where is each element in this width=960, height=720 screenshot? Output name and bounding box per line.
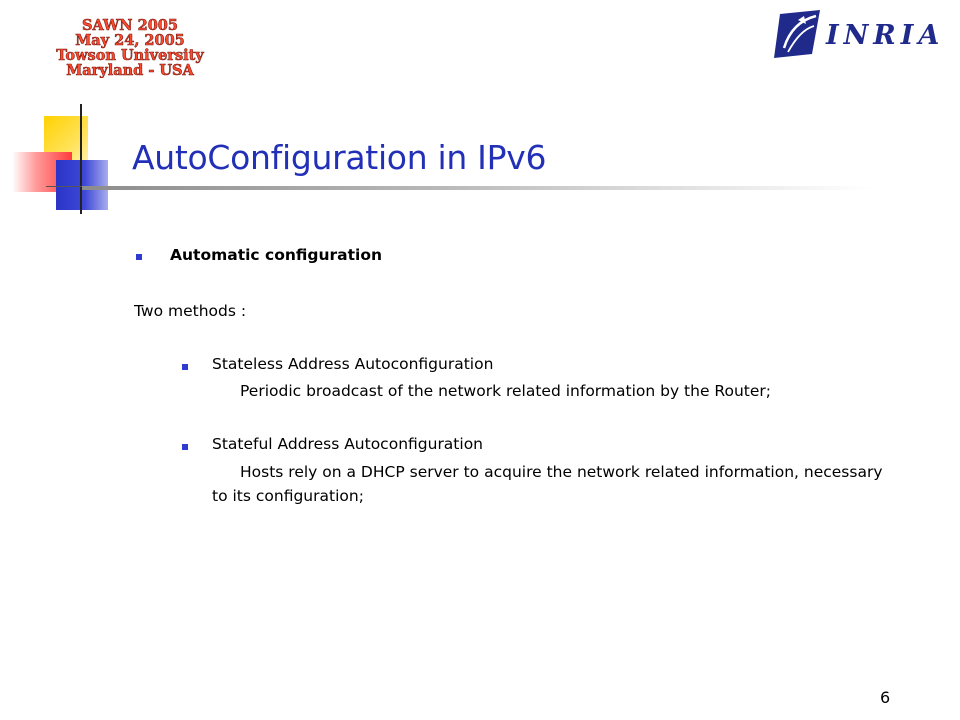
conference-logo-line-1: SAWN 2005 — [82, 17, 178, 34]
decoration-vertical-line — [80, 104, 82, 214]
section-heading: Automatic configuration — [170, 246, 383, 264]
inria-logo — [770, 4, 945, 62]
conference-logo-line-2: May 24, 2005 — [75, 32, 185, 49]
method-2-description-line-2: to its configuration; — [212, 487, 364, 505]
title-decoration — [0, 100, 140, 220]
method-2-name: Stateful Address Autoconfiguration — [212, 435, 484, 453]
bullet-icon — [182, 444, 188, 450]
inria-logo-text: INRIA — [826, 20, 945, 51]
title-underline — [82, 186, 872, 190]
intro-text: Two methods : — [134, 302, 247, 320]
conference-logo — [30, 16, 230, 78]
decoration-blue-square — [56, 160, 108, 210]
inria-emblem-icon — [774, 10, 820, 58]
conference-logo-line-4: Maryland - USA — [66, 62, 194, 78]
method-1-name: Stateless Address Autoconfiguration — [212, 355, 494, 373]
bullet-icon — [182, 364, 188, 370]
page-number: 6 — [880, 688, 891, 707]
method-1-description: Periodic broadcast of the network related information by the Router; — [240, 382, 772, 400]
slide-title: AutoConfiguration in IPv6 — [132, 138, 547, 177]
conference-logo-line-3: Towson University — [56, 47, 204, 64]
method-2-description-line-1: Hosts rely on a DHCP server to acquire the network related information, necessary — [240, 463, 883, 481]
bullet-icon — [136, 254, 142, 260]
